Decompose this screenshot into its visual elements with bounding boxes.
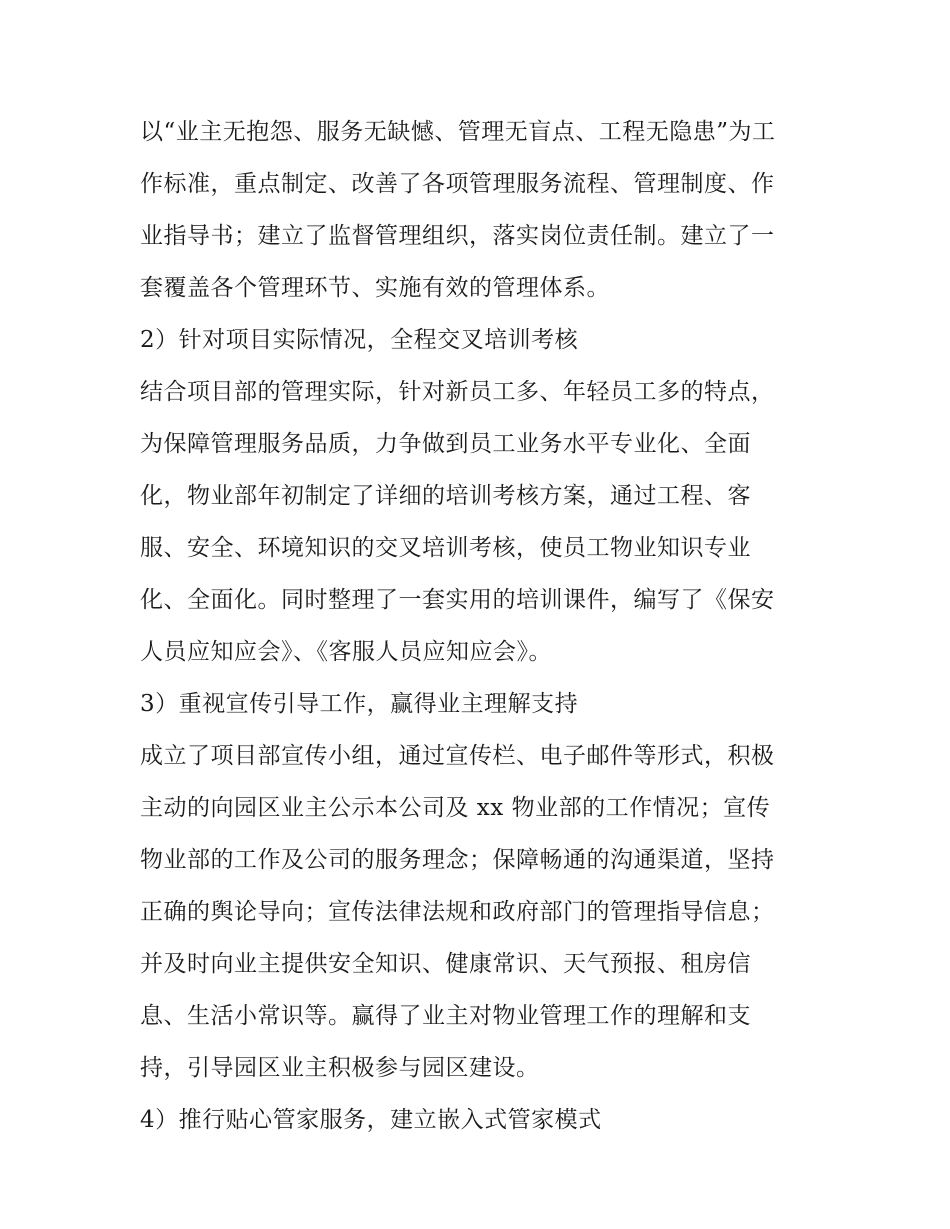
paragraph-line: 作标准，重点制定、改善了各项管理服务流程、管理制度、作 (140, 171, 775, 197)
paragraph-line: 物业部的工作及公司的服务理念；保障畅通的沟通渠道，坚持 (140, 847, 775, 873)
section-heading: 2）针对项目实际情况，全程交叉培训考核 (140, 327, 579, 353)
paragraph-line: 正确的舆论导向；宣传法律法规和政府部门的管理指导信息； (140, 899, 775, 925)
document-body (140, 106, 820, 1146)
section-heading: 4）推行贴心管家服务，建立嵌入式管家模式 (140, 1107, 602, 1133)
paragraph-line: 并及时向业主提供安全知识、健康常识、天气预报、租房信 (140, 951, 751, 977)
paragraph-line: 成立了项目部宣传小组，通过宣传栏、电子邮件等形式，积极 (140, 743, 775, 769)
paragraph-line: 化、全面化。同时整理了一套实用的培训课件，编写了《保安 (140, 587, 775, 613)
paragraph-line: 结合项目部的管理实际，针对新员工多、年轻员工多的特点， (140, 379, 775, 405)
paragraph-line: 人员应知应会》、《客服人员应知应会》。 (140, 639, 552, 665)
paragraph-line: 以“业主无抱怨、服务无缺憾、管理无盲点、工程无隐患”为工 (140, 119, 776, 145)
paragraph-line: 服、安全、环境知识的交叉培训考核，使员工物业知识专业 (140, 535, 751, 561)
paragraph-line: 化，物业部年初制定了详细的培训考核方案，通过工程、客 (140, 483, 751, 509)
paragraph-line: 息、生活小常识等。赢得了业主对物业管理工作的理解和支 (140, 1003, 751, 1029)
paragraph-line: 业指导书；建立了监督管理组织，落实岗位责任制。建立了一 (140, 223, 775, 249)
paragraph-line: 主动的向园区业主公示本公司及 xx 物业部的工作情况；宣传 (140, 795, 771, 821)
section-heading: 3）重视宣传引导工作，赢得业主理解支持 (140, 691, 579, 717)
paragraph-line: 为保障管理服务品质，力争做到员工业务水平专业化、全面 (140, 431, 751, 457)
paragraph-line: 持，引导园区业主积极参与园区建设。 (140, 1055, 540, 1081)
paragraph-line: 套覆盖各个管理环节、实施有效的管理体系。 (140, 275, 610, 301)
